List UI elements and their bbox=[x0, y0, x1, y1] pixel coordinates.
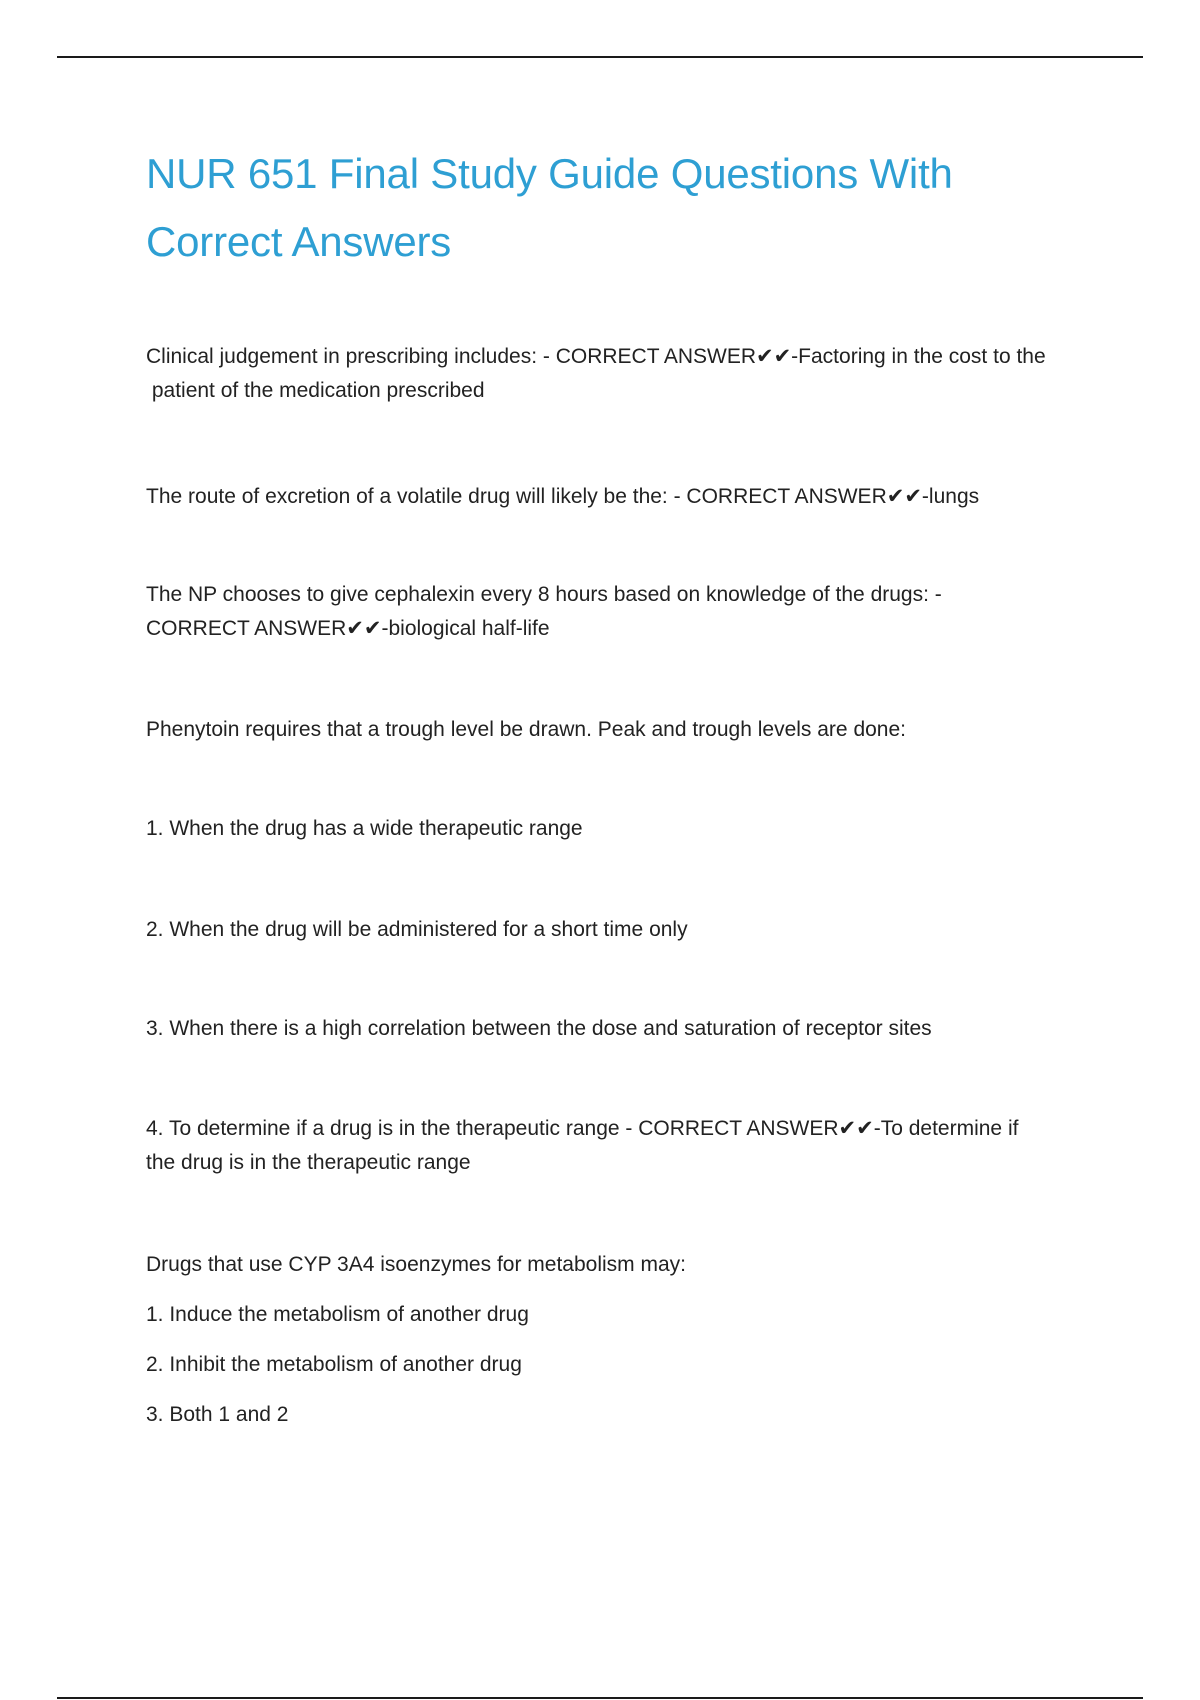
title-line-2: Correct Answers bbox=[146, 218, 452, 265]
option-item-answer: 4. To determine if a drug is in the therapeutic range - CORRECT ANSWER✔✔-To determine if the drug is in the therapeutic range bbox=[146, 1117, 1019, 1174]
option-item: 1. When the drug has a wide therapeutic range bbox=[146, 817, 583, 840]
question-volatile-drug-excretion: The route of excretion of a volatile drug will likely be the: - CORRECT ANSWER✔✔-lungs bbox=[146, 485, 980, 508]
title-line-1: NUR 651 Final Study Guide Questions With bbox=[146, 150, 953, 197]
bottom-divider bbox=[57, 1697, 1143, 1699]
question-cyp3a4: Drugs that use CYP 3A4 isoenzymes for metabolism may: bbox=[146, 1253, 687, 1276]
question-phenytoin-trough: Phenytoin requires that a trough level be drawn. Peak and trough levels are done: bbox=[146, 718, 906, 741]
document-title bbox=[146, 140, 1096, 276]
option-item: 2. When the drug will be administered for a short time only bbox=[146, 918, 688, 941]
option-item: 3. Both 1 and 2 bbox=[146, 1403, 289, 1426]
question-clinical-judgement: Clinical judgement in prescribing includes: - CORRECT ANSWER✔✔-Factoring in the cost to the patient of the medication prescribed bbox=[146, 345, 1046, 402]
document-body bbox=[146, 140, 1096, 1426]
question-cephalexin-dosing: The NP chooses to give cephalexin every 8 hours based on knowledge of the drugs: - CORRECT ANSWER✔✔-biological half-life bbox=[146, 583, 942, 640]
option-item: 2. Inhibit the metabolism of another drug bbox=[146, 1353, 522, 1376]
top-divider bbox=[57, 56, 1143, 58]
option-item: 3. When there is a high correlation between the dose and saturation of receptor sites bbox=[146, 1017, 932, 1040]
option-item: 1. Induce the metabolism of another drug bbox=[146, 1303, 529, 1326]
